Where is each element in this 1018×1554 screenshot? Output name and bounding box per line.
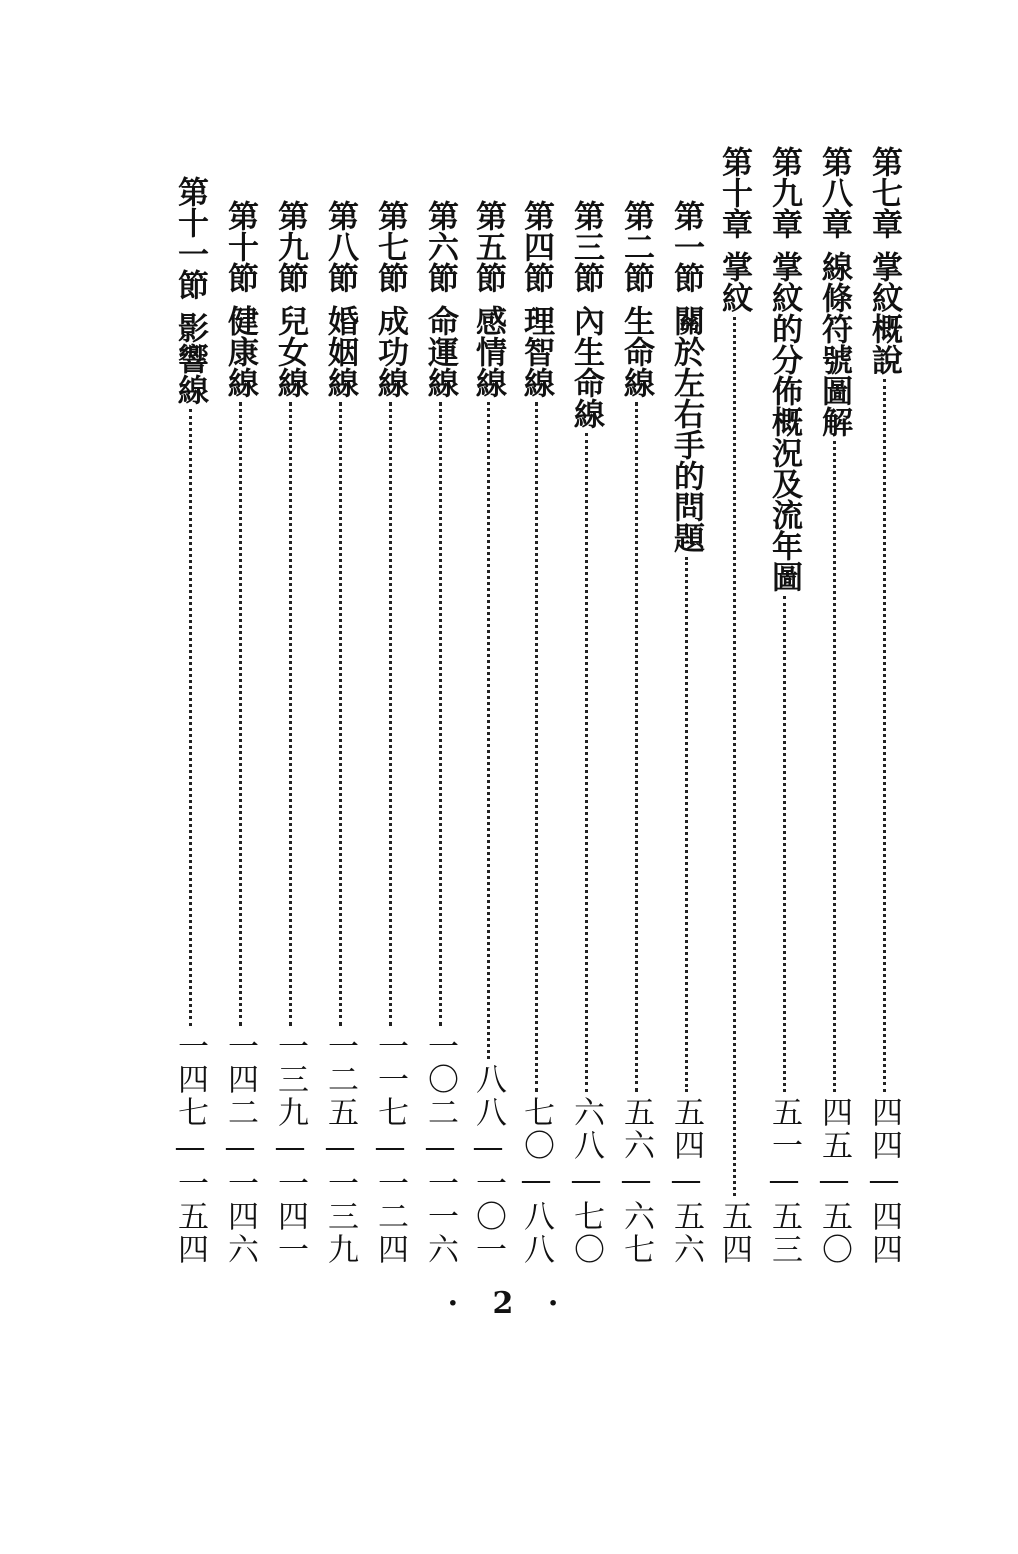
entry-title: 成功線 (372, 305, 408, 398)
toc-entry (268, 200, 312, 1266)
entry-pages: 一三九—一四一 (272, 1030, 308, 1266)
entry-title: 掌紋的分佈概況及流年圖 (766, 251, 802, 592)
toc-entry (514, 200, 558, 1266)
entry-label: 第八節 (322, 200, 358, 293)
toc-entry (614, 200, 658, 1266)
entry-pages: 五四—五六 (668, 1096, 704, 1266)
dot-leader (883, 379, 886, 1092)
entry-label: 第一節 (668, 200, 704, 293)
dot-leader (685, 557, 688, 1092)
entry-pages: 一一七—一二四 (372, 1030, 408, 1266)
entry-pages: 一二五—一三九 (322, 1030, 358, 1266)
entry-title: 命運線 (422, 305, 458, 398)
toc-entry (712, 146, 756, 1266)
entry-pages: 一四七—一五四 (172, 1030, 208, 1266)
entry-pages: 五四 (716, 1200, 752, 1266)
entry-label: 第十節 (222, 200, 258, 293)
entry-label: 第七章 (866, 146, 902, 239)
entry-pages: 八八—一〇一 (470, 1063, 506, 1266)
toc-entry (664, 200, 708, 1266)
entry-title: 關於左右手的問題 (668, 305, 704, 553)
page-number: · 2 · (447, 1286, 571, 1321)
entry-title: 生命線 (618, 305, 654, 398)
entry-pages: 五一—五三 (766, 1096, 802, 1266)
entry-label: 第八章 (816, 146, 852, 239)
entry-title: 健康線 (222, 305, 258, 398)
dot-leader (389, 402, 392, 1026)
toc-entry (862, 146, 906, 1266)
entry-pages: 一四二—一四六 (222, 1030, 258, 1266)
toc-entry (466, 200, 510, 1266)
dot-leader (635, 402, 638, 1092)
entry-label: 第十章 (716, 146, 752, 239)
dot-leader (535, 402, 538, 1092)
entry-title: 理智線 (518, 305, 554, 398)
toc-entry (318, 200, 362, 1266)
dot-leader (289, 402, 292, 1026)
dot-leader (783, 596, 786, 1092)
dot-leader (733, 317, 736, 1196)
entry-title: 婚姻線 (322, 305, 358, 398)
entry-pages: 六八—七〇 (568, 1096, 604, 1266)
entry-label: 第五節 (470, 200, 506, 293)
dot-leader (833, 441, 836, 1092)
entry-pages: 一〇二—一一六 (422, 1030, 458, 1266)
entry-title: 掌紋 (716, 251, 752, 313)
entry-label: 第十一節 (172, 176, 208, 300)
dot-leader (339, 402, 342, 1026)
toc-entry (812, 146, 856, 1266)
entry-title: 線條符號圖解 (816, 251, 852, 437)
toc-entry (168, 176, 212, 1266)
entry-title: 內生命線 (568, 305, 604, 429)
toc-entry (564, 200, 608, 1266)
dot-leader (585, 433, 588, 1092)
entry-label: 第七節 (372, 200, 408, 293)
entry-pages: 四五—五〇 (816, 1096, 852, 1266)
dot-leader (239, 402, 242, 1026)
entry-title: 掌紋概說 (866, 251, 902, 375)
dot-leader (439, 402, 442, 1026)
entry-title: 兒女線 (272, 305, 308, 398)
toc-entry (762, 146, 806, 1266)
entry-label: 第二節 (618, 200, 654, 293)
dot-leader (487, 402, 490, 1059)
entry-label: 第九章 (766, 146, 802, 239)
entry-pages: 五六—六七 (618, 1096, 654, 1266)
toc-entry (418, 200, 462, 1266)
entry-label: 第六節 (422, 200, 458, 293)
entry-label: 第九節 (272, 200, 308, 293)
dot-leader (189, 409, 192, 1026)
toc-entry (368, 200, 412, 1266)
entry-pages: 七〇—八八 (518, 1096, 554, 1266)
entry-title: 影響線 (172, 312, 208, 405)
entry-pages: 四四—四四 (866, 1096, 902, 1266)
entry-label: 第四節 (518, 200, 554, 293)
entry-title: 感情線 (470, 305, 506, 398)
entry-label: 第三節 (568, 200, 604, 293)
toc-entry (218, 200, 262, 1266)
